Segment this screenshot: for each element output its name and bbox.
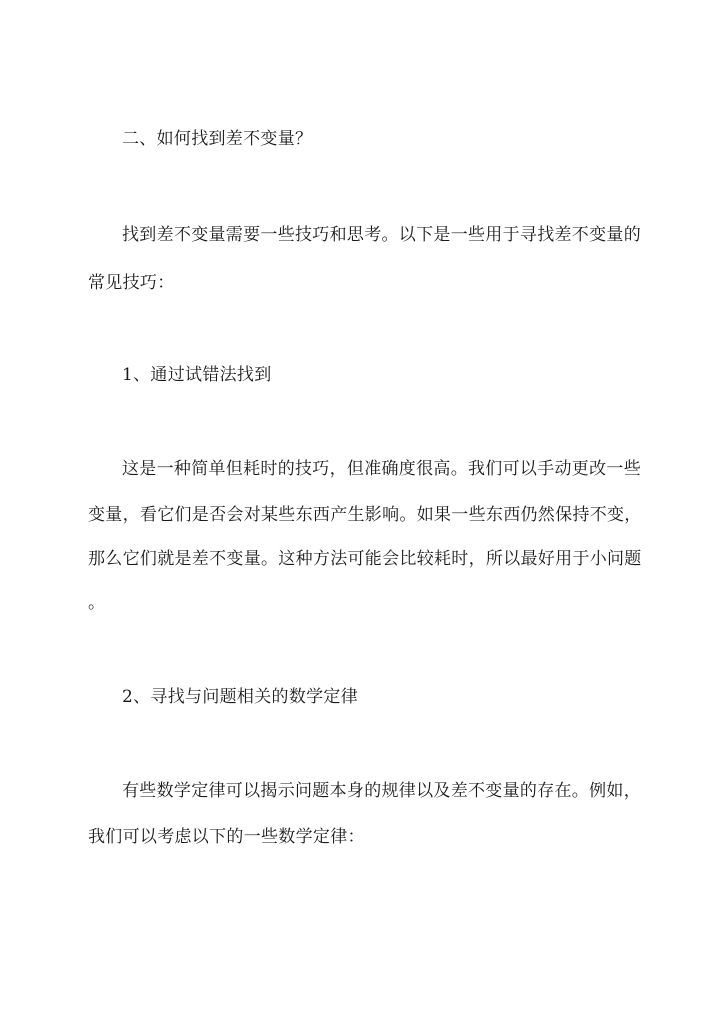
- technique-2-heading: 2、寻找与问题相关的数学定律: [122, 687, 359, 707]
- intro-line-2: 常见技巧：: [88, 273, 175, 293]
- section-heading: 二、如何找到差不变量？: [122, 129, 313, 149]
- technique-1-line-2: 变量，看它们是否会对某些东西产生影响。如果一些东西仍然保持不变，: [88, 505, 642, 525]
- technique-1-line-1: 这是一种简单但耗时的技巧，但准确度很高。我们可以手动更改一些: [122, 459, 641, 479]
- technique-1-heading: 1、通过试错法找到: [122, 365, 272, 385]
- technique-1-line-4: 。: [88, 593, 106, 613]
- technique-2-line-1: 有些数学定律可以揭示问题本身的规律以及差不变量的存在。例如，: [122, 781, 641, 801]
- technique-2-line-2: 我们可以考虑以下的一些数学定律：: [88, 827, 365, 847]
- technique-1-line-3: 那么它们就是差不变量。这种方法可能会比较耗时，所以最好用于小问题: [88, 549, 642, 569]
- intro-line-1: 找到差不变量需要一些技巧和思考。以下是一些用于寻找差不变量的: [122, 225, 641, 245]
